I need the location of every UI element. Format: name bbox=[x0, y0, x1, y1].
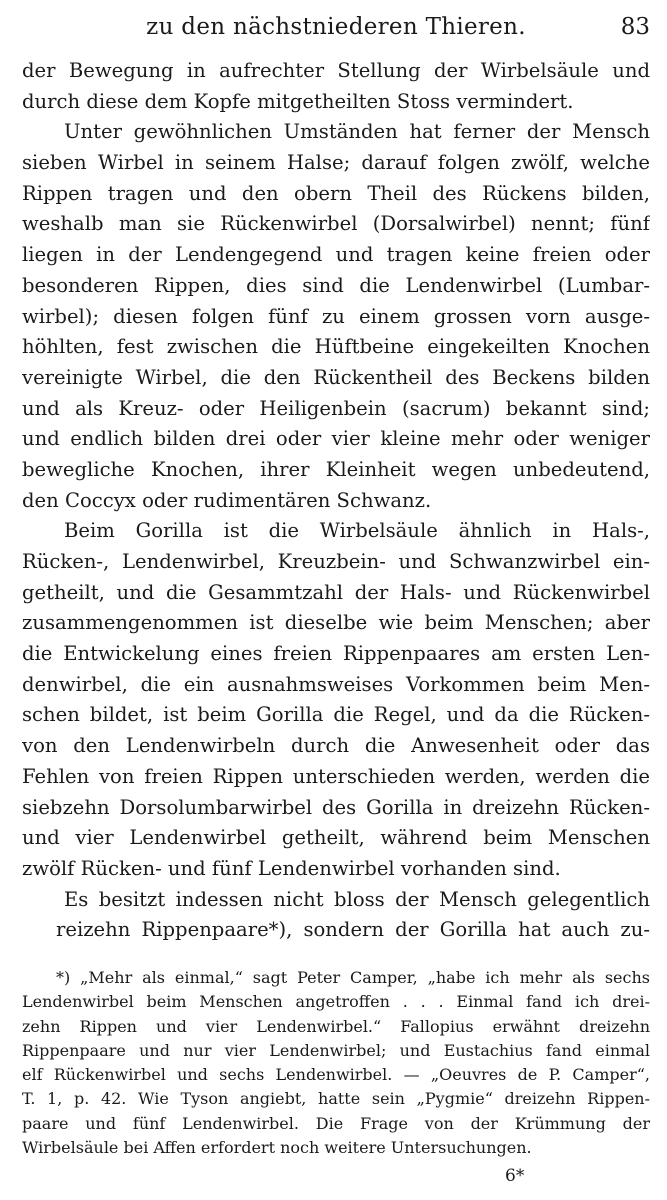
running-header bbox=[22, 14, 650, 50]
text-line: weshalb man sie Rückenwirbel (Dorsalwirbel) nennt; fünf bbox=[22, 212, 650, 236]
text-line: Unter gewöhnlichen Umständen hat ferner der Mensch bbox=[64, 120, 650, 144]
text-line: besonderen Rippen, dies sind die Lendenwirbel (Lumbar- bbox=[22, 273, 650, 297]
footnote-line: Rippenpaare und nur vier Lendenwirbel; und Eustachius fand einmal bbox=[22, 1040, 650, 1060]
text-line: höhlten, fest zwischen die Hüftbeine eingekeilten Knochen bbox=[22, 335, 650, 359]
text-line: die Entwickelung eines freien Rippenpaares am ersten Len- bbox=[22, 642, 650, 666]
text-line: Fehlen von freien Rippen unterschieden werden, werden die bbox=[22, 764, 650, 788]
signature-mark: 6* bbox=[505, 1166, 525, 1186]
text-line: reizehn Rippenpaare*), sondern der Gorilla hat auch zu- bbox=[56, 918, 650, 942]
text-line: von den Lendenwirbeln durch die Anwesenheit oder das bbox=[22, 734, 650, 758]
footnote-line: T. 1, p. 42. Wie Tyson angiebt, hatte sein „Pygmie“ dreizehn Rippen- bbox=[22, 1089, 650, 1109]
text-line: und als Kreuz- oder Heiligenbein (sacrum) bekannt sind; bbox=[22, 396, 650, 420]
text-line: Beim Gorilla ist die Wirbelsäule ähnlich in Hals-, bbox=[64, 519, 650, 543]
footnote-line: Lendenwirbel beim Menschen angetroffen . . . Einmal fand ich drei- bbox=[22, 992, 650, 1012]
text-line: durch diese dem Kopfe mitgetheilten Stoss vermindert. bbox=[22, 89, 574, 113]
text-line: zusammengenommen ist dieselbe wie beim Menschen; aber bbox=[22, 611, 650, 635]
text-line: Es besitzt indessen nicht bloss der Mensch gelegentlich bbox=[64, 887, 650, 911]
footnote-line: elf Rückenwirbel und sechs Lendenwirbel. — „Oeuvres de P. Camper“, bbox=[22, 1065, 650, 1085]
text-line: getheilt, und die Gesammtzahl der Hals- und Rückenwirbel bbox=[22, 580, 650, 604]
running-title: zu den nächstniederen Thieren. bbox=[146, 14, 526, 40]
text-line: liegen in der Lendengegend und tragen keine freien oder bbox=[22, 243, 650, 267]
footnote-line: Wirbelsäule bei Affen erfordert noch weitere Untersuchungen. bbox=[22, 1138, 532, 1158]
text-line: siebzehn Dorsolumbarwirbel des Gorilla in dreizehn Rücken- bbox=[22, 795, 650, 819]
text-line: denwirbel, die ein ausnahmsweises Vorkommen beim Men- bbox=[22, 672, 650, 696]
main-text bbox=[22, 56, 650, 946]
text-line: wirbel); diesen folgen fünf zu einem grossen vorn ausge- bbox=[22, 304, 650, 328]
text-line: schen bildet, ist beim Gorilla die Regel, und da die Rücken- bbox=[22, 703, 650, 727]
footnote-line: zehn Rippen und vier Lendenwirbel.“ Fallopius erwähnt dreizehn bbox=[22, 1016, 650, 1036]
page-number: 83 bbox=[620, 14, 650, 40]
text-line: sieben Wirbel in seinem Halse; darauf folgen zwölf, welche bbox=[22, 151, 650, 175]
text-line: der Bewegung in aufrechter Stellung der Wirbelsäule und bbox=[22, 59, 650, 82]
text-line: den Coccyx oder rudimentären Schwanz. bbox=[22, 488, 432, 512]
text-line: vereinigte Wirbel, die den Rückentheil des Beckens bilden bbox=[22, 365, 650, 389]
text-line: und vier Lendenwirbel getheilt, während beim Menschen bbox=[22, 826, 650, 850]
footnote-line: paare und fünf Lendenwirbel. Die Frage von der Krümmung der bbox=[22, 1113, 650, 1133]
text-line: zwölf Rücken- und fünf Lendenwirbel vorhanden sind. bbox=[22, 856, 561, 880]
text-line: Rippen tragen und den obern Theil des Rückens bilden, bbox=[22, 181, 650, 205]
footnote bbox=[22, 966, 650, 1160]
text-line: Rücken-, Lendenwirbel, Kreuzbein- und Schwanzwirbel ein- bbox=[22, 550, 650, 573]
text-line: bewegliche Knochen, ihrer Kleinheit wegen unbedeutend, bbox=[22, 457, 650, 481]
footnote-line: *) „Mehr als einmal,“ sagt Peter Camper, „habe ich mehr als sechs bbox=[56, 968, 650, 987]
text-line: und endlich bilden drei oder vier kleine mehr oder weniger bbox=[22, 427, 650, 451]
